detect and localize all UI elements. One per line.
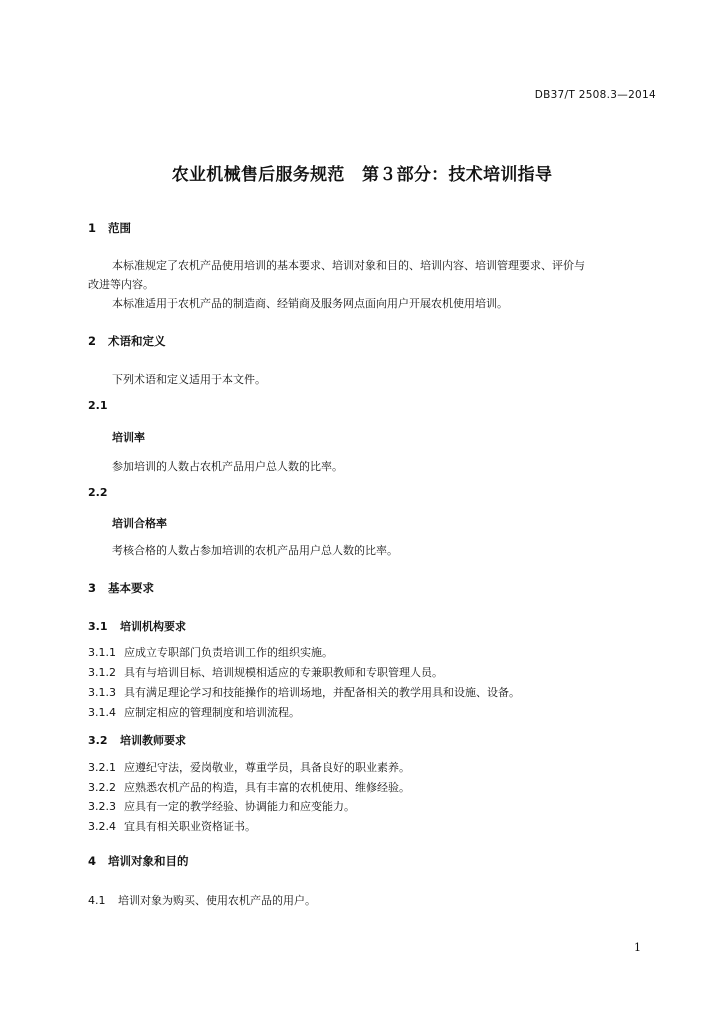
clause-text: 宜具有相关职业资格证书。 bbox=[124, 820, 256, 833]
clause-3-1-3 bbox=[88, 684, 520, 700]
section-heading-1 bbox=[88, 220, 131, 236]
subsection-heading-3-2 bbox=[88, 732, 186, 748]
clause-4-1 bbox=[88, 892, 316, 908]
term-name-2-2: 培训合格率 bbox=[112, 517, 167, 530]
clause-number: 3.2.3 bbox=[88, 800, 116, 813]
term-name-2-1: 培训率 bbox=[112, 431, 145, 444]
paragraph-scope-2: 本标准适用于农机产品的制造商、经销商及服务网点面向用户开展农机使用培训。 bbox=[112, 297, 508, 310]
term-number-2-1: 2.1 bbox=[88, 399, 108, 412]
clause-number: 3.2.2 bbox=[88, 781, 116, 794]
clause-number: 3.1.1 bbox=[88, 646, 116, 659]
clause-number: 3.2.1 bbox=[88, 761, 116, 774]
clause-text: 应成立专职部门负责培训工作的组织实施。 bbox=[124, 646, 333, 659]
section-title: 术语和定义 bbox=[108, 334, 166, 348]
page-number: 1 bbox=[634, 941, 641, 954]
clause-number: 3.1.2 bbox=[88, 666, 116, 679]
clause-text: 应制定相应的管理制度和培训流程。 bbox=[124, 706, 300, 719]
subsection-number: 3.2 bbox=[88, 734, 108, 747]
clause-text: 应熟悉农机产品的构造，具有丰富的农机使用、维修经验。 bbox=[124, 781, 410, 794]
clause-number: 4.1 bbox=[88, 894, 106, 907]
clause-number: 3.2.4 bbox=[88, 820, 116, 833]
paragraph-terms-intro: 下列术语和定义适用于本文件。 bbox=[112, 373, 266, 386]
subsection-title: 培训机构要求 bbox=[120, 620, 186, 633]
term-definition-2-2: 考核合格的人数占参加培训的农机产品用户总人数的比率。 bbox=[112, 544, 398, 557]
clause-3-1-4 bbox=[88, 704, 300, 720]
clause-text: 应遵纪守法，爱岗敬业，尊重学员，具备良好的职业素养。 bbox=[124, 761, 410, 774]
paragraph-scope-1a: 本标准规定了农机产品使用培训的基本要求、培训对象和目的、培训内容、培训管理要求、评价与 bbox=[112, 259, 585, 272]
term-definition-2-1: 参加培训的人数占农机产品用户总人数的比率。 bbox=[112, 460, 343, 473]
subsection-heading-3-1 bbox=[88, 618, 186, 634]
section-heading-2 bbox=[88, 333, 166, 349]
section-number: 2 bbox=[88, 334, 97, 348]
term-number-2-2: 2.2 bbox=[88, 486, 108, 499]
clause-number: 3.1.4 bbox=[88, 706, 116, 719]
clause-3-2-1 bbox=[88, 759, 410, 775]
document-title: 农业机械售后服务规范 第３部分：技术培训指导 bbox=[171, 165, 553, 185]
clause-3-1-2 bbox=[88, 664, 443, 680]
section-number: 1 bbox=[88, 221, 97, 235]
clause-3-2-2 bbox=[88, 779, 410, 795]
standard-code: DB37/T 2508.3—2014 bbox=[534, 89, 656, 101]
section-title: 基本要求 bbox=[108, 581, 154, 595]
section-number: 3 bbox=[88, 581, 97, 595]
subsection-title: 培训教师要求 bbox=[120, 734, 186, 747]
clause-text: 应具有一定的教学经验、协调能力和应变能力。 bbox=[124, 800, 355, 813]
subsection-number: 3.1 bbox=[88, 620, 108, 633]
clause-3-1-1 bbox=[88, 644, 333, 660]
section-title: 培训对象和目的 bbox=[108, 854, 189, 868]
clause-text: 具有满足理论学习和技能操作的培训场地，并配备相关的教学用具和设施、设备。 bbox=[124, 686, 520, 699]
paragraph-scope-1b: 改进等内容。 bbox=[88, 278, 154, 291]
section-title: 范围 bbox=[108, 221, 131, 235]
clause-3-2-4 bbox=[88, 818, 256, 834]
section-heading-3 bbox=[88, 580, 154, 596]
section-number: 4 bbox=[88, 854, 97, 868]
clause-text: 具有与培训目标、培训规模相适应的专兼职教师和专职管理人员。 bbox=[124, 666, 443, 679]
section-heading-4 bbox=[88, 853, 189, 869]
clause-number: 3.1.3 bbox=[88, 686, 116, 699]
clause-3-2-3 bbox=[88, 798, 355, 814]
clause-text: 培训对象为购买、使用农机产品的用户。 bbox=[118, 894, 316, 907]
